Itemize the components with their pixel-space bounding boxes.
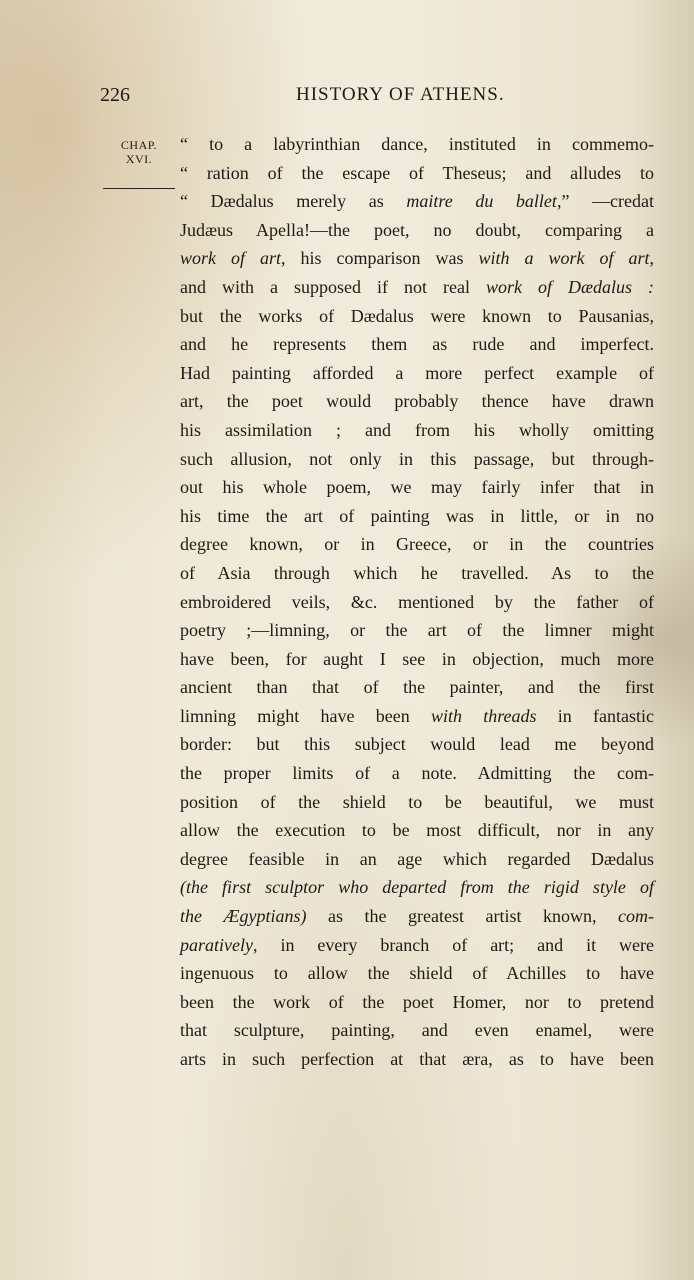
text-line	[180, 273, 654, 302]
text-line	[180, 616, 654, 645]
text-segment: have been, for aught I see in objection, much more	[180, 648, 654, 669]
text-segment: of Asia through which he travelled. As to the	[180, 562, 654, 583]
italic-text-segment: the Ægyptians)	[180, 906, 307, 927]
text-line	[180, 959, 654, 988]
text-segment: in fantastic	[536, 705, 654, 726]
chapter-number: XVI.	[125, 152, 153, 166]
text-line	[180, 816, 654, 845]
text-segment: limning might have been	[180, 705, 431, 726]
text-line	[180, 902, 654, 931]
text-line	[180, 559, 654, 588]
text-line	[180, 702, 654, 731]
text-line	[180, 445, 654, 474]
text-segment: such allusion, not only in this passage, but through-	[180, 448, 654, 469]
italic-text-segment: maitre du ballet	[406, 191, 557, 212]
text-line	[180, 159, 654, 188]
text-segment: degree feasible in an age which regarded Dædalus	[180, 848, 654, 869]
text-line	[180, 244, 654, 273]
text-line	[180, 788, 654, 817]
text-segment: Judæus Apella!—the poet, no doubt, comparing a	[180, 219, 654, 240]
text-segment: ancient than that of the painter, and the first	[180, 677, 654, 698]
text-line	[180, 1045, 654, 1074]
text-segment: position of the shield to be beautiful, we must	[180, 791, 654, 812]
text-segment: arts in such perfection at that æra, as to have been	[180, 1049, 654, 1069]
text-segment: “ to a labyrinthian dance, instituted in commemo-	[180, 134, 654, 154]
chapter-label: CHAP.	[120, 138, 158, 152]
text-line	[180, 988, 654, 1017]
text-segment: , in every branch of art; and it were	[252, 934, 654, 955]
text-segment: art, the poet would probably thence have drawn	[180, 391, 654, 412]
text-segment: “ Dædalus merely as	[180, 191, 407, 212]
text-line	[180, 130, 654, 159]
text-line	[180, 330, 654, 359]
italic-text-segment: work of Dædalus :	[485, 276, 654, 297]
text-segment: been the work of the poet Homer, nor to pretend	[180, 991, 654, 1012]
text-segment: Had painting afforded a more perfect example of	[180, 362, 654, 383]
text-segment: and with a supposed if not real	[180, 276, 486, 297]
text-segment: ,	[649, 248, 655, 269]
italic-text-segment: with threads	[430, 705, 537, 726]
footnote-text-block	[180, 130, 654, 1074]
text-segment: his time the art of painting was in little, or in no	[180, 505, 654, 526]
text-segment: the proper limits of a note. Admitting the com-	[180, 763, 654, 784]
text-line	[180, 502, 654, 531]
text-segment: degree known, or in Greece, or in the countries	[180, 534, 654, 555]
margin-rule	[103, 188, 175, 189]
text-line	[180, 645, 654, 674]
text-line	[180, 302, 654, 331]
text-segment: allow the execution to be most difficult, nor in any	[180, 820, 654, 841]
text-line	[180, 759, 654, 788]
page-number: 226	[100, 84, 130, 106]
text-line	[180, 673, 654, 702]
text-segment: and he represents them as rude and imperfect.	[180, 334, 654, 355]
running-head: HISTORY OF ATHENS.	[296, 84, 505, 105]
text-segment: ingenuous to allow the shield of Achilles to have	[180, 963, 654, 984]
text-line	[180, 845, 654, 874]
text-segment: “ ration of the escape of Theseus; and alludes to	[180, 162, 654, 183]
text-segment: as the greatest artist known,	[306, 906, 618, 927]
text-segment: out his whole poem, we may fairly infer that in	[180, 477, 654, 498]
text-line	[180, 1016, 654, 1045]
italic-text-segment: with a work of art	[478, 248, 650, 269]
text-line	[180, 416, 654, 445]
text-line	[180, 359, 654, 388]
text-line	[180, 530, 654, 559]
text-segment: ,” —credat	[556, 191, 654, 212]
italic-text-segment: com-	[618, 906, 654, 927]
text-line	[180, 387, 654, 416]
text-segment: border: but this subject would lead me beyond	[180, 734, 654, 755]
italic-text-segment: paratively	[180, 934, 253, 955]
italic-text-segment: (the first sculptor who departed from the rigid style of	[180, 877, 654, 898]
text-line	[180, 730, 654, 759]
text-segment: but the works of Dædalus were known to Pausanias,	[180, 305, 654, 326]
chapter-margin-note	[103, 138, 175, 189]
text-line	[180, 588, 654, 617]
text-segment: , his comparison was	[281, 248, 479, 269]
italic-text-segment: work of art	[180, 248, 282, 269]
page-header	[100, 84, 656, 110]
text-segment: poetry ;—limning, or the art of the limner might	[180, 620, 654, 641]
text-segment: embroidered veils, &c. mentioned by the father of	[180, 591, 654, 612]
text-line	[180, 473, 654, 502]
text-line	[180, 216, 654, 245]
text-line	[180, 931, 654, 960]
text-segment: that sculpture, painting, and even enamel, were	[180, 1020, 654, 1041]
text-segment: his assimilation ; and from his wholly omitting	[180, 419, 654, 440]
text-line	[180, 873, 654, 902]
text-line	[180, 187, 654, 216]
